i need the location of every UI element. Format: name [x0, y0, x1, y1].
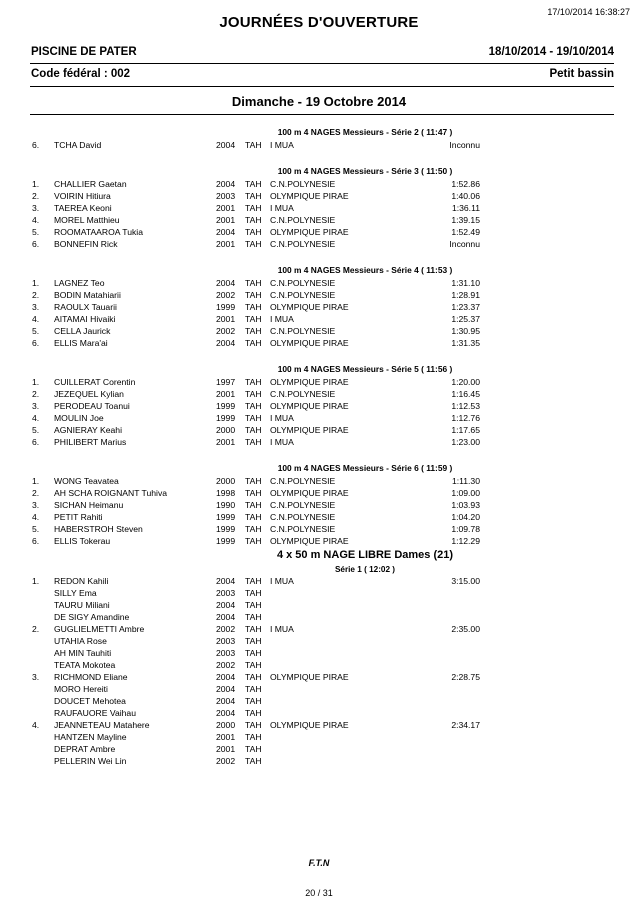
nationality: TAH: [245, 338, 262, 348]
result-row: [0, 277, 638, 289]
nationality: TAH: [245, 401, 262, 411]
club-name: C.N.POLYNESIE: [270, 512, 336, 522]
nationality: TAH: [245, 524, 262, 534]
nationality: TAH: [245, 314, 262, 324]
nationality: TAH: [245, 588, 262, 598]
header-divider: [30, 86, 614, 87]
swimmer-name: UTAHIA Rose: [54, 636, 107, 646]
rank: 4.: [32, 413, 40, 423]
swimmer-name: TCHA David: [54, 140, 102, 150]
swimmer-name: DEPRAT Ambre: [54, 744, 116, 754]
result-time: Inconnu: [449, 239, 480, 249]
result-row: [0, 325, 638, 337]
swimmer-name: RICHMOND Eliane: [54, 672, 128, 682]
federal-code: Code fédéral : 002: [31, 68, 131, 80]
swimmer-name: ELLIS Mara'ai: [54, 338, 108, 348]
club-name: I MUA: [270, 624, 294, 634]
rank: 2.: [32, 624, 40, 634]
results-list: [0, 125, 638, 767]
nationality: TAH: [245, 476, 262, 486]
birth-year: 2001: [216, 389, 236, 399]
nationality: TAH: [245, 696, 262, 706]
rank: 6.: [32, 140, 40, 150]
result-time: 1:04.20: [451, 512, 480, 522]
result-time: 1:12.53: [451, 401, 480, 411]
swimmer-name: REDON Kahili: [54, 576, 109, 586]
nationality: TAH: [245, 278, 262, 288]
relay-row: [0, 611, 638, 623]
result-time: 3:15.00: [451, 576, 480, 586]
relay-row: [0, 647, 638, 659]
nationality: TAH: [245, 191, 262, 201]
swimmer-name: ROOMATAAROA Tukia: [54, 227, 143, 237]
result-time: 1:25.37: [451, 314, 480, 324]
club-name: I MUA: [270, 314, 294, 324]
rank: 1.: [32, 179, 40, 189]
rank: 5.: [32, 326, 40, 336]
swimmer-name: CHALLIER Gaetan: [54, 179, 127, 189]
birth-year: 2001: [216, 732, 236, 742]
result-row: [0, 475, 638, 487]
result-time: 2:35.00: [451, 624, 480, 634]
swimmer-name: JEANNETEAU Matahere: [54, 720, 150, 730]
birth-year: 1997: [216, 377, 236, 387]
rank: 6.: [32, 437, 40, 447]
birth-year: 2003: [216, 588, 236, 598]
nationality: TAH: [245, 512, 262, 522]
birth-year: 2004: [216, 179, 236, 189]
result-row: [0, 424, 638, 436]
event-series: [0, 164, 638, 250]
birth-year: 2001: [216, 744, 236, 754]
relay-series-heading: Série 1 ( 12:02 ): [334, 565, 396, 574]
result-time: 1:52.49: [451, 227, 480, 237]
result-row: [0, 487, 638, 499]
result-row: [0, 226, 638, 238]
nationality: TAH: [245, 576, 262, 586]
result-row: [0, 139, 638, 151]
nationality: TAH: [245, 744, 262, 754]
birth-year: 2000: [216, 476, 236, 486]
birth-year: 2004: [216, 708, 236, 718]
result-row: [0, 214, 638, 226]
rank: 1.: [32, 278, 40, 288]
result-time: 1:52.86: [451, 179, 480, 189]
nationality: TAH: [245, 672, 262, 682]
swimmer-name: PHILIBERT Marius: [54, 437, 127, 447]
rank: 5.: [32, 425, 40, 435]
club-name: OLYMPIQUE PIRAE: [270, 338, 349, 348]
relay-row: [0, 575, 638, 587]
birth-year: 2002: [216, 290, 236, 300]
rank: 2.: [32, 290, 40, 300]
swimmer-name: PETIT Rahiti: [54, 512, 103, 522]
relay-row: [0, 659, 638, 671]
club-name: C.N.POLYNESIE: [270, 524, 336, 534]
relay-row: [0, 719, 638, 731]
page-title: JOURNÉES D'OUVERTURE: [219, 14, 419, 31]
swimmer-name: MOREL Matthieu: [54, 215, 120, 225]
rank: 4.: [32, 512, 40, 522]
nationality: TAH: [245, 239, 262, 249]
meet-dates: 18/10/2014 - 19/10/2014: [488, 46, 614, 58]
result-time: 1:31.35: [451, 338, 480, 348]
swimmer-name: DOUCET Mehotea: [54, 696, 126, 706]
result-row: [0, 376, 638, 388]
result-time: 1:36.11: [451, 203, 480, 213]
birth-year: 1990: [216, 500, 236, 510]
header-divider: [30, 63, 614, 64]
result-row: [0, 313, 638, 325]
relay-event: [0, 547, 638, 767]
section-gap: [0, 151, 638, 164]
rank: 4.: [32, 215, 40, 225]
club-name: OLYMPIQUE PIRAE: [270, 720, 349, 730]
nationality: TAH: [245, 612, 262, 622]
swimmer-name: HANTZEN Mayline: [54, 732, 127, 742]
rank: 1.: [32, 377, 40, 387]
birth-year: 2004: [216, 227, 236, 237]
club-name: OLYMPIQUE PIRAE: [270, 672, 349, 682]
rank: 5.: [32, 227, 40, 237]
swimmer-name: GUGLIELMETTI Ambre: [54, 624, 145, 634]
result-time: 1:20.00: [451, 377, 480, 387]
club-name: OLYMPIQUE PIRAE: [270, 302, 349, 312]
birth-year: 2004: [216, 338, 236, 348]
result-row: [0, 190, 638, 202]
birth-year: 2004: [216, 140, 236, 150]
result-row: [0, 412, 638, 424]
result-time: 1:40.06: [451, 191, 480, 201]
nationality: TAH: [245, 732, 262, 742]
rank: 5.: [32, 524, 40, 534]
result-row: [0, 337, 638, 349]
result-time: 2:34.17: [451, 720, 480, 730]
nationality: TAH: [245, 684, 262, 694]
relay-row: [0, 635, 638, 647]
birth-year: 2004: [216, 672, 236, 682]
birth-year: 1999: [216, 413, 236, 423]
result-time: 1:11.30: [451, 476, 480, 486]
swimmer-name: TAEREA Keoni: [54, 203, 112, 213]
swimmer-name: TEATA Mokotea: [54, 660, 116, 670]
pool-name: PISCINE DE PATER: [31, 46, 137, 58]
rank: 6.: [32, 239, 40, 249]
swimmer-name: HABERSTROH Steven: [54, 524, 143, 534]
club-name: C.N.POLYNESIE: [270, 476, 336, 486]
club-name: OLYMPIQUE PIRAE: [270, 227, 349, 237]
day-divider: [30, 114, 614, 115]
club-name: OLYMPIQUE PIRAE: [270, 191, 349, 201]
relay-heading: 4 x 50 m NAGE LIBRE Dames (21): [276, 549, 454, 561]
rank: 3.: [32, 500, 40, 510]
rank: 2.: [32, 191, 40, 201]
rank: 6.: [32, 338, 40, 348]
result-row: [0, 523, 638, 535]
club-name: I MUA: [270, 203, 294, 213]
pool-size: Petit bassin: [549, 68, 614, 80]
result-time: 1:16.45: [451, 389, 480, 399]
swimmer-name: TAURU Miliani: [54, 600, 110, 610]
event-series: [0, 461, 638, 547]
result-time: 1:23.00: [451, 437, 480, 447]
relay-row: [0, 755, 638, 767]
result-time: 2:28.75: [451, 672, 480, 682]
nationality: TAH: [245, 215, 262, 225]
day-heading: Dimanche - 19 Octobre 2014: [231, 94, 407, 109]
event-series: [0, 362, 638, 448]
birth-year: 2001: [216, 203, 236, 213]
birth-year: 1999: [216, 512, 236, 522]
result-row: [0, 499, 638, 511]
section-gap: [0, 349, 638, 362]
result-time: 1:23.37: [451, 302, 480, 312]
club-name: I MUA: [270, 576, 294, 586]
club-name: OLYMPIQUE PIRAE: [270, 401, 349, 411]
result-row: [0, 202, 638, 214]
series-heading: 100 m 4 NAGES Messieurs - Série 2 ( 11:47 ): [277, 127, 453, 137]
club-name: I MUA: [270, 437, 294, 447]
series-heading: 100 m 4 NAGES Messieurs - Série 3 ( 11:50 ): [277, 166, 453, 176]
nationality: TAH: [245, 179, 262, 189]
club-name: OLYMPIQUE PIRAE: [270, 488, 349, 498]
nationality: TAH: [245, 302, 262, 312]
swimmer-name: SICHAN Heimanu: [54, 500, 124, 510]
swimmer-name: VOIRIN Hitiura: [54, 191, 111, 201]
swimmer-name: RAUFAUORE Vaihau: [54, 708, 136, 718]
swimmer-name: BONNEFIN Rick: [54, 239, 118, 249]
rank: 2.: [32, 389, 40, 399]
swimmer-name: PERODEAU Toanui: [54, 401, 130, 411]
birth-year: 2003: [216, 191, 236, 201]
nationality: TAH: [245, 437, 262, 447]
rank: 4.: [32, 720, 40, 730]
birth-year: 2001: [216, 314, 236, 324]
relay-row: [0, 623, 638, 635]
rank: 2.: [32, 488, 40, 498]
nationality: TAH: [245, 425, 262, 435]
result-row: [0, 436, 638, 448]
birth-year: 2002: [216, 326, 236, 336]
event-series: [0, 125, 638, 151]
nationality: TAH: [245, 326, 262, 336]
result-row: [0, 400, 638, 412]
club-name: C.N.POLYNESIE: [270, 389, 336, 399]
relay-row: [0, 671, 638, 683]
swimmer-name: AGNIERAY Keahi: [54, 425, 122, 435]
result-time: 1:31.10: [451, 278, 480, 288]
club-name: C.N.POLYNESIE: [270, 278, 336, 288]
relay-row: [0, 683, 638, 695]
result-row: [0, 238, 638, 250]
swimmer-name: AITAMAI Hivaiki: [54, 314, 116, 324]
series-heading: 100 m 4 NAGES Messieurs - Série 4 ( 11:53 ): [277, 265, 453, 275]
swimmer-name: RAOULX Tauarii: [54, 302, 117, 312]
section-gap: [0, 250, 638, 263]
club-name: C.N.POLYNESIE: [270, 290, 336, 300]
nationality: TAH: [245, 290, 262, 300]
print-timestamp: 17/10/2014 16:38:27: [547, 7, 630, 17]
swimmer-name: BODIN Matahiarii: [54, 290, 121, 300]
club-name: C.N.POLYNESIE: [270, 179, 336, 189]
nationality: TAH: [245, 660, 262, 670]
result-time: 1:09.00: [451, 488, 480, 498]
club-name: I MUA: [270, 413, 294, 423]
nationality: TAH: [245, 203, 262, 213]
club-name: I MUA: [270, 140, 294, 150]
birth-year: 2002: [216, 756, 236, 766]
nationality: TAH: [245, 389, 262, 399]
relay-row: [0, 599, 638, 611]
nationality: TAH: [245, 756, 262, 766]
relay-row: [0, 707, 638, 719]
swimmer-name: AH MIN Tauhiti: [54, 648, 112, 658]
nationality: TAH: [245, 140, 262, 150]
result-row: [0, 289, 638, 301]
result-row: [0, 301, 638, 313]
birth-year: 1998: [216, 488, 236, 498]
footer-organization: F.T.N: [308, 858, 330, 868]
birth-year: 2004: [216, 278, 236, 288]
nationality: TAH: [245, 227, 262, 237]
rank: 4.: [32, 314, 40, 324]
birth-year: 1999: [216, 524, 236, 534]
event-series: [0, 263, 638, 349]
relay-row: [0, 743, 638, 755]
birth-year: 2003: [216, 636, 236, 646]
swimmer-name: ELLIS Tokerau: [54, 536, 111, 546]
nationality: TAH: [245, 720, 262, 730]
club-name: OLYMPIQUE PIRAE: [270, 425, 349, 435]
section-gap: [0, 448, 638, 461]
nationality: TAH: [245, 708, 262, 718]
result-time: 1:12.76: [451, 413, 480, 423]
club-name: C.N.POLYNESIE: [270, 239, 336, 249]
birth-year: 2002: [216, 660, 236, 670]
series-heading: 100 m 4 NAGES Messieurs - Série 5 ( 11:56 ): [277, 364, 453, 374]
birth-year: 1999: [216, 536, 236, 546]
birth-year: 2001: [216, 239, 236, 249]
birth-year: 2001: [216, 215, 236, 225]
birth-year: 1999: [216, 302, 236, 312]
rank: 3.: [32, 401, 40, 411]
result-time: 1:09.78: [451, 524, 480, 534]
swimmer-name: CELLA Jaurick: [54, 326, 111, 336]
swimmer-name: DE SIGY Amandine: [54, 612, 130, 622]
relay-row: [0, 731, 638, 743]
result-time: 1:39.15: [451, 215, 480, 225]
nationality: TAH: [245, 413, 262, 423]
result-time: 1:28.91: [451, 290, 480, 300]
rank: 3.: [32, 203, 40, 213]
swimmer-name: CUILLERAT Corentin: [54, 377, 136, 387]
birth-year: 2001: [216, 437, 236, 447]
nationality: TAH: [245, 377, 262, 387]
result-time: 1:12.29: [451, 536, 480, 546]
result-row: [0, 388, 638, 400]
series-heading: 100 m 4 NAGES Messieurs - Série 6 ( 11:59 ): [277, 463, 453, 473]
swimmer-name: MOULIN Joe: [54, 413, 104, 423]
nationality: TAH: [245, 636, 262, 646]
result-time: 1:30.95: [451, 326, 480, 336]
swimmer-name: PELLERIN Wei Lin: [54, 756, 127, 766]
birth-year: 2004: [216, 684, 236, 694]
club-name: OLYMPIQUE PIRAE: [270, 377, 349, 387]
swimmer-name: LAGNEZ Teo: [54, 278, 105, 288]
relay-row: [0, 695, 638, 707]
birth-year: 2004: [216, 576, 236, 586]
birth-year: 1999: [216, 401, 236, 411]
club-name: OLYMPIQUE PIRAE: [270, 536, 349, 546]
birth-year: 2003: [216, 648, 236, 658]
swimmer-name: SILLY Ema: [54, 588, 97, 598]
club-name: C.N.POLYNESIE: [270, 326, 336, 336]
club-name: C.N.POLYNESIE: [270, 215, 336, 225]
nationality: TAH: [245, 600, 262, 610]
result-row: [0, 511, 638, 523]
nationality: TAH: [245, 500, 262, 510]
swimmer-name: AH SCHA ROIGNANT Tuhiva: [54, 488, 168, 498]
swimmer-name: MORO Hereiti: [54, 684, 108, 694]
nationality: TAH: [245, 488, 262, 498]
nationality: TAH: [245, 536, 262, 546]
page-number: 20 / 31: [305, 888, 333, 898]
rank: 3.: [32, 302, 40, 312]
birth-year: 2004: [216, 696, 236, 706]
swimmer-name: JEZEQUEL Kylian: [54, 389, 124, 399]
birth-year: 2000: [216, 720, 236, 730]
swimmer-name: WONG Teavatea: [54, 476, 119, 486]
rank: 6.: [32, 536, 40, 546]
result-row: [0, 535, 638, 547]
nationality: TAH: [245, 624, 262, 634]
relay-row: [0, 587, 638, 599]
rank: 1.: [32, 476, 40, 486]
birth-year: 2004: [216, 600, 236, 610]
birth-year: 2004: [216, 612, 236, 622]
rank: 3.: [32, 672, 40, 682]
result-time: 1:03.93: [451, 500, 480, 510]
result-time: Inconnu: [449, 140, 480, 150]
birth-year: 2000: [216, 425, 236, 435]
result-time: 1:17.65: [451, 425, 480, 435]
club-name: C.N.POLYNESIE: [270, 500, 336, 510]
nationality: TAH: [245, 648, 262, 658]
rank: 1.: [32, 576, 40, 586]
birth-year: 2002: [216, 624, 236, 634]
result-row: [0, 178, 638, 190]
